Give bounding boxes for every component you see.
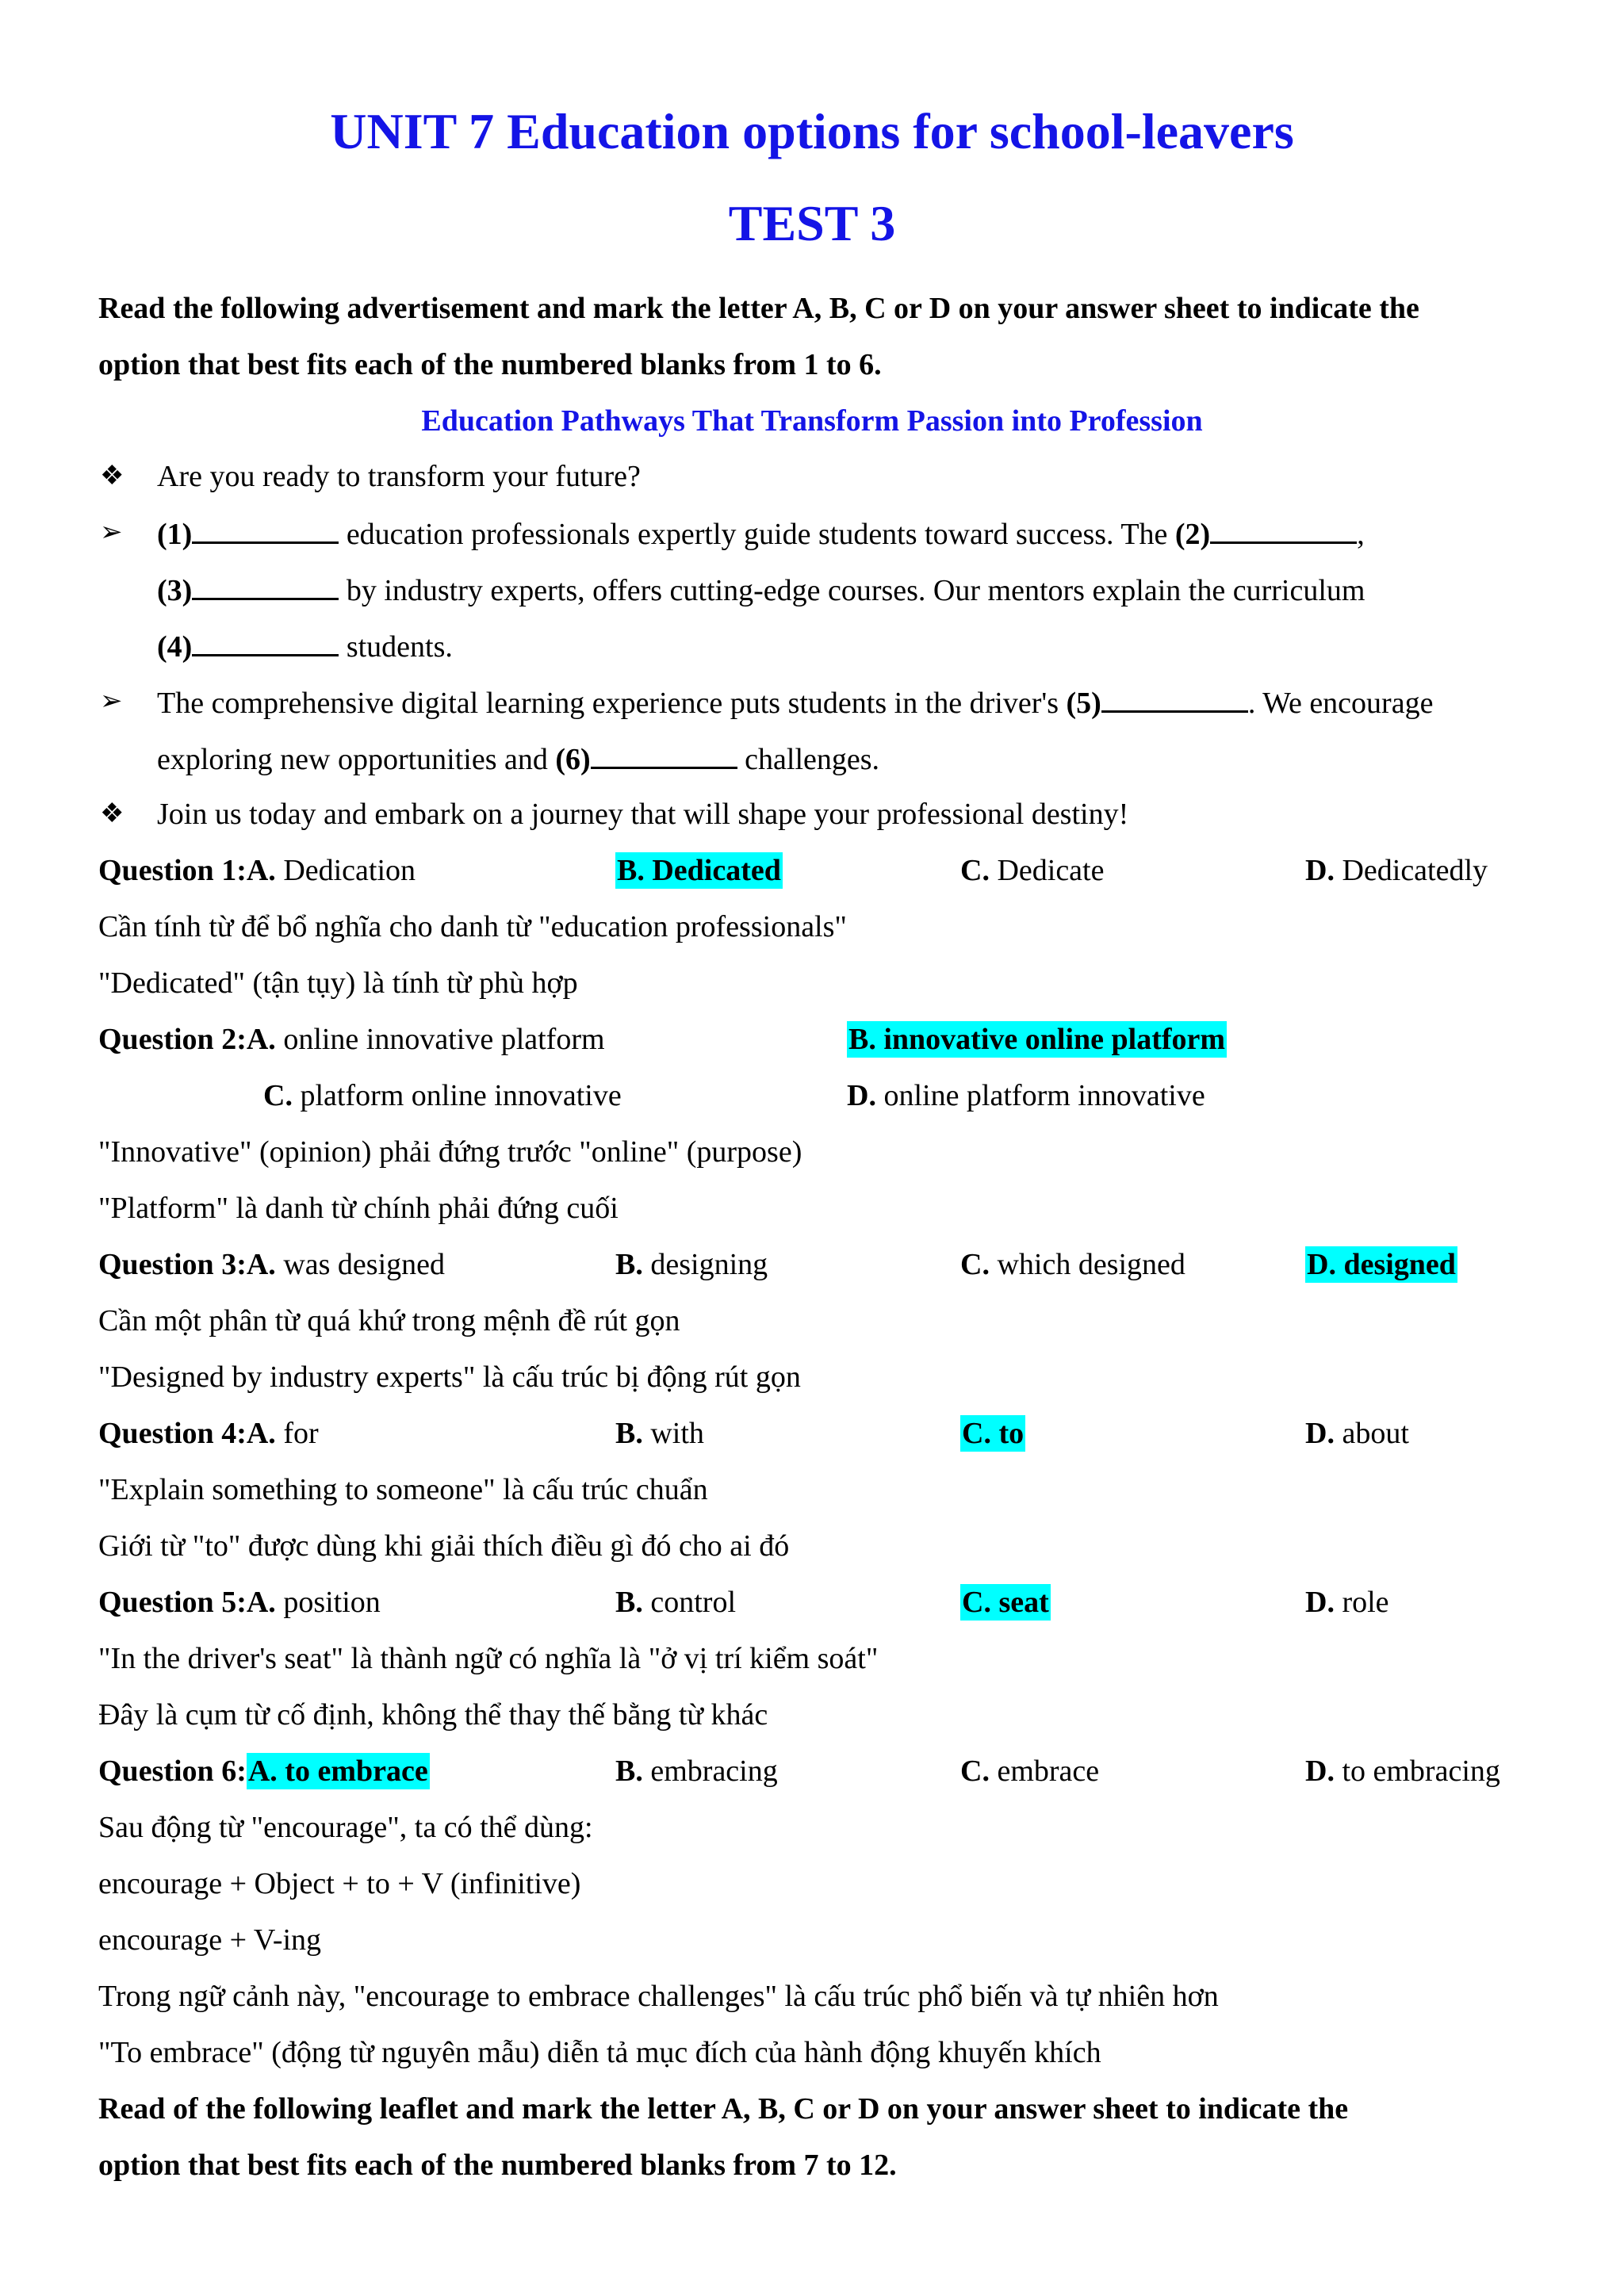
question-5-explanation-1: "In the driver's seat" là thành ngữ có nghĩa là "ở vị trí kiểm soát" bbox=[98, 1642, 879, 1675]
section-2-instruction-line-2: option that best fits each of the numbered blanks from 7 to 12. bbox=[98, 2149, 897, 2182]
instruction-line-1: Read the following advertisement and mark the letter A, B, C or D on your answer sheet to indicate the bbox=[98, 292, 1419, 325]
ad-line-3 bbox=[157, 574, 1365, 606]
arrow-bullet-icon: ➢ bbox=[100, 518, 123, 547]
question-6-option-a-correct: Question 6:A. to embrace bbox=[98, 1755, 428, 1788]
ad-line-7: Join us today and embark on a journey that will shape your professional destiny! bbox=[157, 798, 1129, 831]
question-2-explanation-2: "Platform" là danh từ chính phải đứng cuối bbox=[98, 1192, 619, 1225]
question-2-option-c: C. platform online innovative bbox=[263, 1079, 622, 1112]
question-4-explanation-1: "Explain something to someone" là cấu trúc chuẩn bbox=[98, 1473, 708, 1506]
diamond-bullet-icon: ❖ bbox=[100, 461, 124, 491]
blank-number-1: (1) bbox=[157, 518, 193, 551]
question-5-option-a: Question 5:A. position bbox=[98, 1586, 381, 1619]
blank-5 bbox=[1101, 687, 1248, 713]
question-1-explanation-1: Cần tính từ để bổ nghĩa cho danh từ "education professionals" bbox=[98, 910, 847, 943]
question-6-option-c: C. embrace bbox=[960, 1755, 1100, 1788]
question-6-option-b: B. embracing bbox=[615, 1755, 778, 1788]
question-6-option-d: D. to embracing bbox=[1305, 1755, 1500, 1788]
question-6-explanation-2: encourage + Object + to + V (infinitive) bbox=[98, 1867, 581, 1900]
test-title: TEST 3 bbox=[728, 195, 896, 251]
question-2-explanation-1: "Innovative" (opinion) phải đứng trước "online" (purpose) bbox=[98, 1135, 802, 1169]
question-1-explanation-2: "Dedicated" (tận tụy) là tính từ phù hợp bbox=[98, 966, 578, 1000]
unit-title: UNIT 7 Education options for school-leavers bbox=[330, 103, 1294, 159]
ad-line-6 bbox=[157, 743, 879, 775]
question-5-option-c-correct: C. seat bbox=[962, 1586, 1049, 1619]
ad-line-2 bbox=[157, 518, 1365, 549]
blank-number-3: (3) bbox=[157, 574, 193, 607]
ad-line-5-end: . We encourage bbox=[1247, 687, 1434, 720]
ad-line-4-text: students. bbox=[339, 630, 453, 664]
blank-number-6: (6) bbox=[555, 743, 591, 776]
question-3-option-d-correct: D. designed bbox=[1307, 1248, 1456, 1281]
ad-line-6-end: challenges. bbox=[737, 743, 880, 776]
ad-line-2-text: education professionals expertly guide students toward success. The bbox=[339, 518, 1175, 551]
question-6-explanation-1: Sau động từ "encourage", ta có thể dùng: bbox=[98, 1811, 593, 1844]
ad-line-3-text: by industry experts, offers cutting-edge courses. Our mentors explain the curriculum bbox=[339, 574, 1365, 607]
question-1-option-c: C. Dedicate bbox=[960, 854, 1105, 887]
question-3-option-b: B. designing bbox=[615, 1248, 768, 1281]
question-3-explanation-2: "Designed by industry experts" là cấu trúc bị động rút gọn bbox=[98, 1360, 801, 1394]
advertisement-title: Education Pathways That Transform Passion into Profession bbox=[421, 404, 1203, 438]
ad-line-5 bbox=[157, 687, 1433, 718]
ad-line-5-text: The comprehensive digital learning experience puts students in the driver's bbox=[157, 687, 1067, 720]
question-4-option-b: B. with bbox=[615, 1417, 704, 1450]
blank-6 bbox=[591, 743, 737, 769]
ad-line-6-text: exploring new opportunities and bbox=[157, 743, 556, 776]
question-5-explanation-2: Đây là cụm từ cố định, không thể thay thế bằng từ khác bbox=[98, 1698, 768, 1732]
question-6-explanation-4: Trong ngữ cảnh này, "encourage to embrace challenges" là cấu trúc phổ biến và tự nhiên hơn bbox=[98, 1980, 1219, 2013]
ad-line-2-end: , bbox=[1357, 518, 1365, 551]
blank-4 bbox=[192, 630, 339, 656]
blank-number-5: (5) bbox=[1066, 687, 1101, 720]
blank-3 bbox=[192, 574, 339, 600]
arrow-bullet-icon: ➢ bbox=[100, 687, 123, 716]
question-3-option-a: Question 3:A. was designed bbox=[98, 1248, 445, 1281]
ad-line-1: Are you ready to transform your future? bbox=[157, 460, 641, 493]
question-1-option-a: Question 1:A. Dedication bbox=[98, 854, 416, 887]
diamond-bullet-icon: ❖ bbox=[100, 799, 124, 828]
instruction-line-2: option that best fits each of the numbered blanks from 1 to 6. bbox=[98, 348, 882, 381]
question-3-option-c: C. which designed bbox=[960, 1248, 1185, 1281]
question-1-option-d: D. Dedicatedly bbox=[1305, 854, 1488, 887]
blank-1 bbox=[192, 518, 339, 544]
section-2-instruction-line-1: Read of the following leaflet and mark the letter A, B, C or D on your answer sheet to indicate the bbox=[98, 2092, 1349, 2126]
blank-2 bbox=[1210, 518, 1357, 544]
question-2-option-d: D. online platform innovative bbox=[847, 1079, 1205, 1112]
question-2-option-b-correct: B. innovative online platform bbox=[848, 1023, 1226, 1056]
question-2-option-a: Question 2:A. online innovative platform bbox=[98, 1023, 605, 1056]
ad-line-4 bbox=[157, 630, 453, 662]
question-6-explanation-5: "To embrace" (động từ nguyên mẫu) diễn tả mục đích của hành động khuyến khích bbox=[98, 2036, 1101, 2069]
question-4-option-c-correct: C. to bbox=[962, 1417, 1025, 1450]
question-4-option-a: Question 4:A. for bbox=[98, 1417, 319, 1450]
question-3-explanation-1: Cần một phân từ quá khứ trong mệnh đề rút gọn bbox=[98, 1304, 680, 1337]
blank-number-2: (2) bbox=[1174, 518, 1211, 551]
question-4-explanation-2: Giới từ "to" được dùng khi giải thích điều gì đó cho ai đó bbox=[98, 1529, 790, 1563]
question-5-option-b: B. control bbox=[615, 1586, 736, 1619]
question-5-option-d: D. role bbox=[1305, 1586, 1389, 1619]
blank-number-4: (4) bbox=[157, 630, 193, 664]
question-4-option-d: D. about bbox=[1305, 1417, 1409, 1450]
question-1-option-b-correct: B. Dedicated bbox=[617, 854, 781, 887]
question-6-explanation-3: encourage + V-ing bbox=[98, 1923, 322, 1957]
